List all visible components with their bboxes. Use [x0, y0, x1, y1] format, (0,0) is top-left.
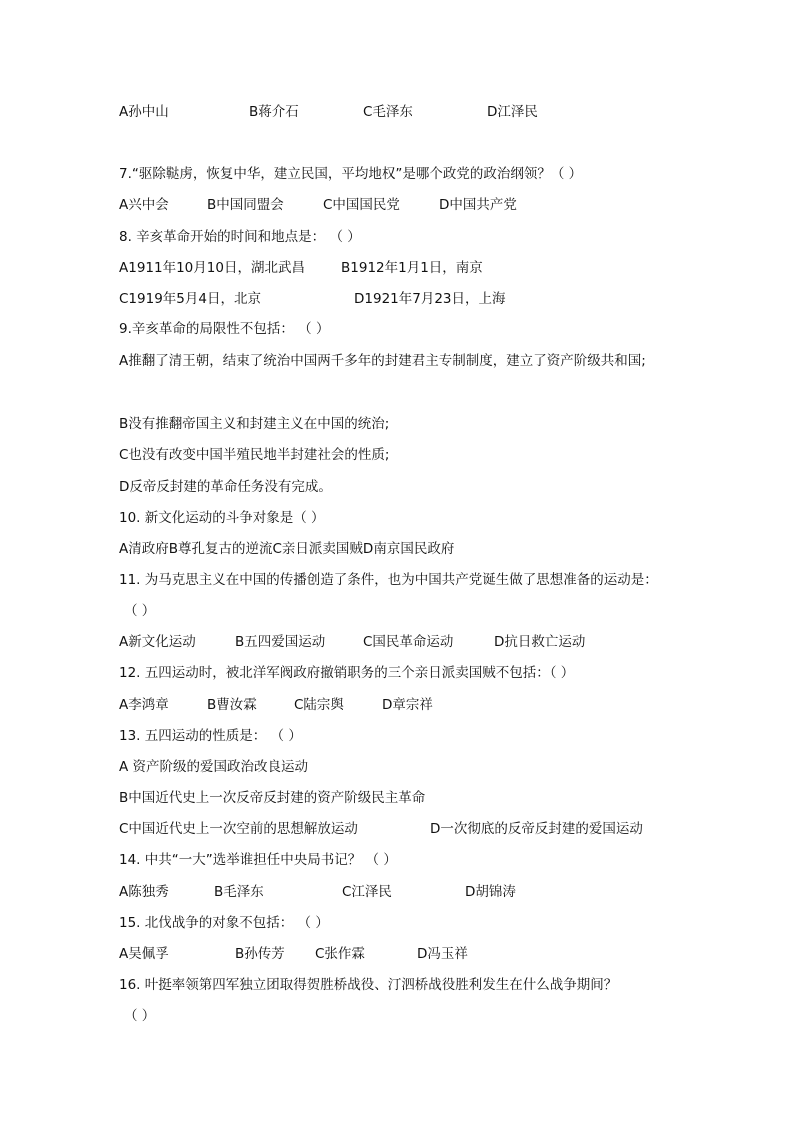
q10-options: A清政府B尊孔复古的逆流C亲日派卖国贼D南京国民政府 [119, 541, 455, 557]
q8-question: 8. 辛亥革命开始的时间和地点是： （ ） [119, 229, 361, 245]
q14-option-a: A陈独秀 [119, 884, 169, 900]
q11-answer-paren: （ ） [124, 603, 156, 619]
q9-question: 9.辛亥革命的局限性不包括： （ ） [119, 321, 330, 337]
q16-answer-paren: （ ） [124, 1008, 156, 1024]
q15-question: 15. 北伐战争的对象不包括： （ ） [119, 915, 329, 931]
q6-option-d: D江泽民 [487, 104, 538, 120]
q16-question: 16. 叶挺率领第四军独立团取得贺胜桥战役、汀泗桥战役胜利发生在什么战争期间？ [119, 977, 618, 993]
q13-option-b: B中国近代史上一次反帝反封建的资产阶级民主革命 [119, 790, 426, 806]
q7-option-c: C中国国民党 [323, 197, 400, 213]
q14-option-b: B毛泽东 [214, 884, 264, 900]
q8-option-d: D1921年7月23日，上海 [354, 291, 506, 307]
q15-option-a: A吴佩孚 [119, 946, 169, 962]
q9-option-b: B没有推翻帝国主义和封建主义在中国的统治; [119, 416, 390, 432]
q9-option-a: A推翻了清王朝，结束了统治中国两千多年的封建君主专制制度，建立了资产阶级共和国; [119, 353, 646, 369]
q12-option-d: D章宗祥 [382, 697, 433, 713]
q9-option-d: D反帝反封建的革命任务没有完成。 [119, 479, 332, 495]
q7-option-a: A兴中会 [119, 197, 169, 213]
q15-option-d: D冯玉祥 [417, 946, 468, 962]
q8-option-c: C1919年5月4日，北京 [119, 291, 261, 307]
q9-option-c: C也没有改变中国半殖民地半封建社会的性质; [119, 447, 390, 463]
q13-option-c: C中国近代史上一次空前的思想解放运动 [119, 821, 358, 837]
q11-question: 11. 为马克思主义在中国的传播创造了条件，也为中国共产党诞生做了思想准备的运动是： [119, 572, 658, 588]
q13-question: 13. 五四运动的性质是： （ ） [119, 728, 302, 744]
q14-question: 14. 中共“一大”选举谁担任中央局书记？ （ ） [119, 852, 397, 868]
q11-option-c: C国民革命运动 [363, 634, 454, 650]
q12-option-b: B曹汝霖 [207, 697, 257, 713]
q14-option-c: C江泽民 [342, 884, 392, 900]
q12-question: 12. 五四运动时，被北洋军阀政府撤销职务的三个亲日派卖国贼不包括：（ ） [119, 665, 575, 681]
q6-option-c: C毛泽东 [363, 104, 413, 120]
q11-option-a: A新文化运动 [119, 634, 196, 650]
q13-option-d: D一次彻底的反帝反封建的爱国运动 [430, 821, 643, 837]
q7-question: 7.“驱除鞑虏，恢复中华，建立民国，平均地权”是哪个政党的政治纲领？（ ） [119, 166, 583, 182]
q8-option-b: B1912年1月1日，南京 [341, 260, 483, 276]
q7-option-d: D中国共产党 [439, 197, 517, 213]
q12-option-a: A李鸿章 [119, 697, 169, 713]
q6-option-b: B蒋介石 [249, 104, 299, 120]
q13-option-a: A 资产阶级的爱国政治改良运动 [119, 759, 309, 775]
q15-option-b: B孙传芳 [235, 946, 285, 962]
q6-option-a: A孙中山 [119, 104, 169, 120]
q10-question: 10. 新文化运动的斗争对象是（ ） [119, 510, 325, 526]
q15-option-c: C张作霖 [315, 946, 365, 962]
q7-option-b: B中国同盟会 [207, 197, 284, 213]
q8-option-a: A1911年10月10日，湖北武昌 [119, 260, 305, 276]
q11-option-b: B五四爱国运动 [235, 634, 326, 650]
q14-option-d: D胡锦涛 [465, 884, 516, 900]
q11-option-d: D抗日救亡运动 [494, 634, 586, 650]
q12-option-c: C陆宗舆 [294, 697, 344, 713]
